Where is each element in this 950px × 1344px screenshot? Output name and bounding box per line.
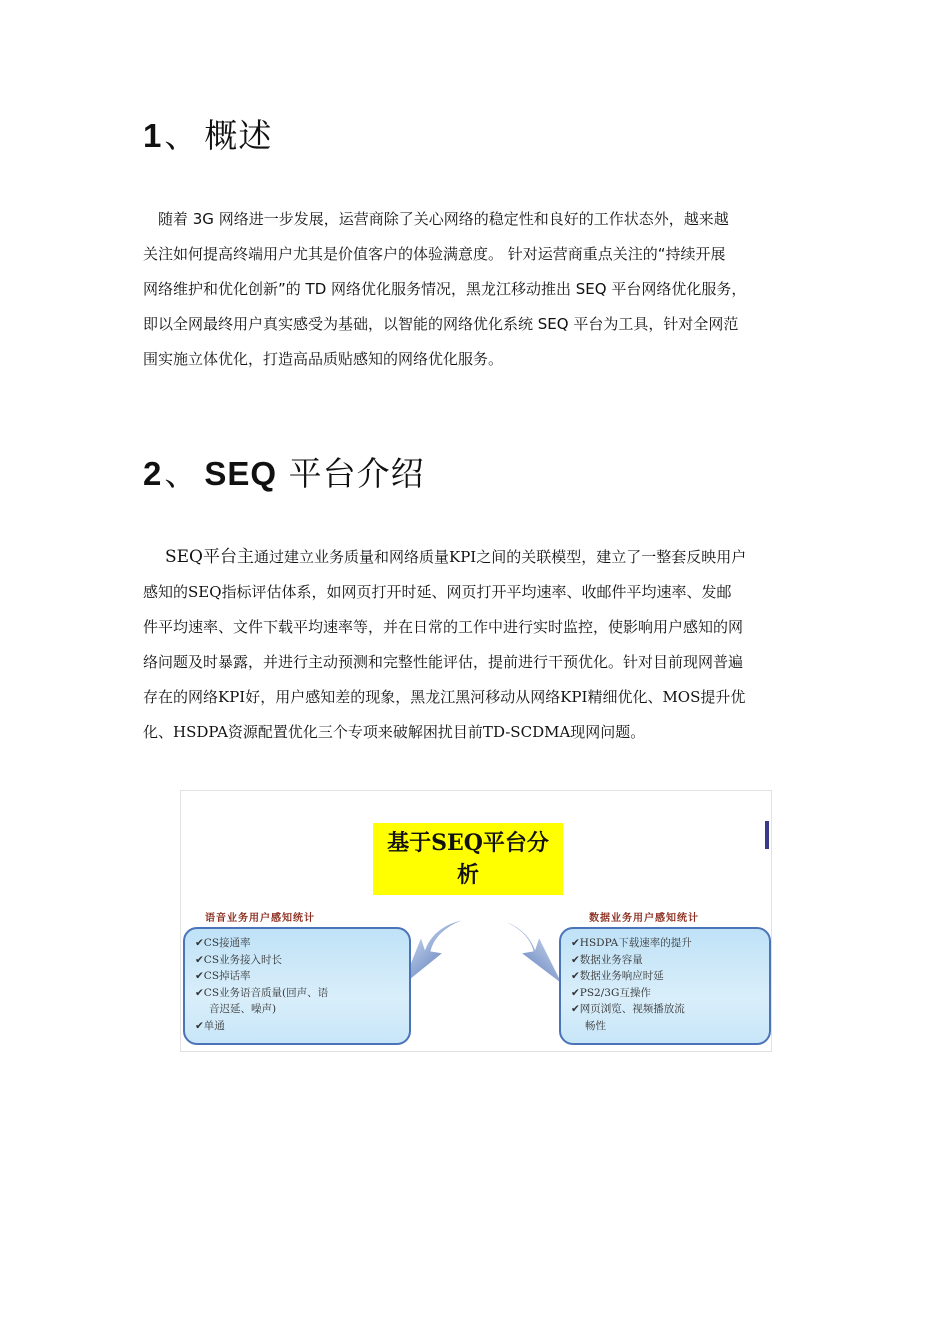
- paragraph-line: 感知的SEQ指标评估体系，如网页打开时延、网页打开平均速率、收邮件平均速率、发邮: [143, 583, 732, 601]
- section1-number: 1: [143, 117, 163, 154]
- paragraph-first-line: [143, 540, 809, 575]
- seq-analysis-figure: [180, 790, 772, 1052]
- section1-paragraph: [143, 202, 809, 377]
- paragraph-line: 通过建立业务质量和网络质量KPI之间的关联模型，建立了一整套反映用户: [254, 548, 747, 566]
- figure-title-line1: 基于SEQ平台分: [387, 830, 549, 856]
- section1-heading: [143, 110, 272, 157]
- list-item: ✔数据业务响应时延: [571, 970, 664, 982]
- paragraph-line: 件平均速率、文件下载平均速率等，并在日常的工作中进行实时监控，使影响用户感知的网: [143, 618, 744, 636]
- list-item: ✔PS2/3G互操作: [571, 986, 651, 999]
- list-item: ✔CS接通率: [195, 937, 251, 949]
- list-item: ✔CS掉话率: [195, 970, 251, 982]
- section1-title: 概述: [204, 116, 273, 155]
- list-item: ✔CS业务接入时长: [195, 953, 283, 966]
- figure-edge-bar: [765, 821, 769, 849]
- paragraph-lead: SEQ平台主: [165, 547, 254, 567]
- figure-title-line2: 析: [456, 862, 479, 888]
- section2-heading: [143, 448, 425, 495]
- paragraph-line: 化、HSDPA资源配置优化三个专项来破解困扰目前TD-SCDMA现网问题。: [143, 723, 646, 741]
- list-item: ✔数据业务容量: [571, 953, 643, 966]
- paragraph-line: 随着 3G 网络进一步发展，运营商除了关心网络的稳定性和良好的工作状态外，越来越: [143, 210, 729, 228]
- section2-number: 2: [143, 455, 163, 492]
- list-item: ✔单通: [195, 1019, 225, 1032]
- figure-title-box: [373, 823, 563, 895]
- list-item: 音迟延、噪声): [209, 1003, 277, 1015]
- paragraph-line: 网络维护和优化创新”的 TD 网络优化服务情况，黑龙江移动推出 SEQ 平台网络优化服务，: [143, 280, 747, 298]
- voice-kpi-panel: [183, 927, 411, 1045]
- list-item: ✔CS业务语音质量(回声、语: [195, 986, 329, 999]
- section1-separator: 、: [164, 116, 199, 155]
- paragraph-line: 关注如何提高终端用户尤其是价值客户的体验满意度。 针对运营商重点关注的“持续开展: [143, 245, 726, 263]
- left-caption: 语音业务用户感知统计: [205, 913, 315, 924]
- list-item: ✔HSDPA下载速率的提升: [571, 937, 692, 949]
- paragraph-line: 络问题及时暴露，并进行主动预测和完整性能评估，提前进行干预优化。针对目前现网普遍: [143, 653, 744, 671]
- data-kpi-panel: [559, 927, 771, 1045]
- right-caption: 数据业务用户感知统计: [589, 913, 699, 924]
- section2-title-rest: 平台介绍: [288, 454, 425, 493]
- list-item: ✔网页浏览、视频播放流: [571, 1003, 685, 1015]
- section2-paragraph: [143, 540, 809, 750]
- section2-title-seq: SEQ: [204, 455, 278, 492]
- paragraph-line: 围实施立体优化，打造高品质贴感知的网络优化服务。: [143, 350, 504, 368]
- paragraph-line: 即以全网最终用户真实感受为基础，以智能的网络优化系统 SEQ 平台为工具，针对全网范: [143, 315, 739, 333]
- paragraph-line: 存在的网络KPI好，用户感知差的现象，黑龙江黑河移动从网络KPI精细优化、MOS提升优: [143, 688, 746, 706]
- list-item: 畅性: [585, 1019, 606, 1032]
- section2-separator: 、: [164, 454, 199, 493]
